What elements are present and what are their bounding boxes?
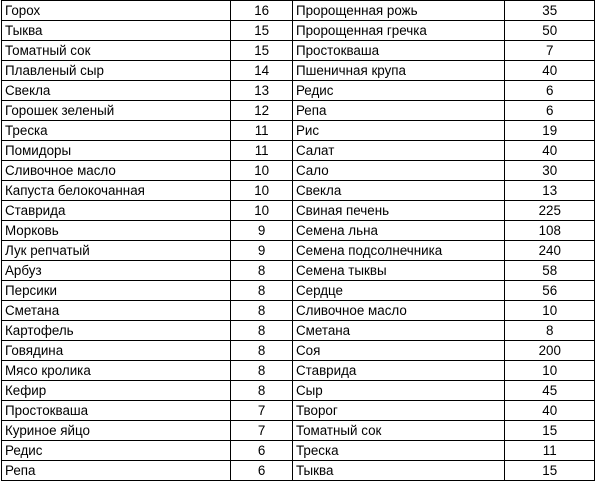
right-value-cell: 10 bbox=[505, 301, 595, 321]
left-food-name-cell: Сметана bbox=[2, 301, 231, 321]
right-food-name-cell: Творог bbox=[292, 401, 505, 421]
right-value-cell: 50 bbox=[505, 21, 595, 41]
table-row bbox=[2, 341, 595, 361]
right-food-name-cell: Свиная печень bbox=[292, 201, 505, 221]
right-food-name-cell: Простокваша bbox=[292, 41, 505, 61]
table-row bbox=[2, 201, 595, 221]
table-row bbox=[2, 321, 595, 341]
table-row bbox=[2, 441, 595, 461]
table-row bbox=[2, 461, 595, 481]
left-value-cell: 6 bbox=[231, 461, 293, 481]
left-food-name-cell: Репа bbox=[2, 461, 231, 481]
table-row bbox=[2, 141, 595, 161]
right-value-cell: 7 bbox=[505, 41, 595, 61]
left-food-name-cell: Простокваша bbox=[2, 401, 231, 421]
right-food-name-cell: Ставрида bbox=[292, 361, 505, 381]
right-food-name-cell: Сыр bbox=[292, 381, 505, 401]
left-food-name-cell: Арбуз bbox=[2, 261, 231, 281]
left-value-cell: 8 bbox=[231, 381, 293, 401]
table-row bbox=[2, 161, 595, 181]
right-food-name-cell: Треска bbox=[292, 441, 505, 461]
table-row bbox=[2, 401, 595, 421]
right-value-cell: 56 bbox=[505, 281, 595, 301]
left-value-cell: 8 bbox=[231, 301, 293, 321]
left-food-name-cell: Горох bbox=[2, 1, 231, 21]
left-value-cell: 14 bbox=[231, 61, 293, 81]
left-value-cell: 11 bbox=[231, 121, 293, 141]
left-food-name-cell: Картофель bbox=[2, 321, 231, 341]
left-food-name-cell: Ставрида bbox=[2, 201, 231, 221]
left-value-cell: 8 bbox=[231, 321, 293, 341]
left-value-cell: 8 bbox=[231, 281, 293, 301]
right-food-name-cell: Пророщенная рожь bbox=[292, 1, 505, 21]
left-food-name-cell: Персики bbox=[2, 281, 231, 301]
right-value-cell: 15 bbox=[505, 461, 595, 481]
right-value-cell: 30 bbox=[505, 161, 595, 181]
left-food-name-cell: Томатный сок bbox=[2, 41, 231, 61]
table-row bbox=[2, 1, 595, 21]
table-row bbox=[2, 41, 595, 61]
right-food-name-cell: Сметана bbox=[292, 321, 505, 341]
right-food-name-cell: Сердце bbox=[292, 281, 505, 301]
left-value-cell: 7 bbox=[231, 401, 293, 421]
right-value-cell: 13 bbox=[505, 181, 595, 201]
left-food-name-cell: Морковь bbox=[2, 221, 231, 241]
left-food-name-cell: Треска bbox=[2, 121, 231, 141]
right-value-cell: 6 bbox=[505, 81, 595, 101]
left-value-cell: 13 bbox=[231, 81, 293, 101]
right-value-cell: 40 bbox=[505, 141, 595, 161]
table-row bbox=[2, 61, 595, 81]
left-value-cell: 15 bbox=[231, 21, 293, 41]
right-value-cell: 40 bbox=[505, 401, 595, 421]
right-value-cell: 45 bbox=[505, 381, 595, 401]
right-value-cell: 10 bbox=[505, 361, 595, 381]
left-food-name-cell: Помидоры bbox=[2, 141, 231, 161]
table-row bbox=[2, 181, 595, 201]
table-row bbox=[2, 421, 595, 441]
left-food-name-cell: Кефир bbox=[2, 381, 231, 401]
table-row bbox=[2, 361, 595, 381]
left-value-cell: 10 bbox=[231, 181, 293, 201]
left-value-cell: 12 bbox=[231, 101, 293, 121]
right-food-name-cell: Репа bbox=[292, 101, 505, 121]
right-food-name-cell: Свекла bbox=[292, 181, 505, 201]
right-food-name-cell: Семена подсолнечника bbox=[292, 241, 505, 261]
left-food-name-cell: Сливочное масло bbox=[2, 161, 231, 181]
left-value-cell: 11 bbox=[231, 141, 293, 161]
left-food-name-cell: Редис bbox=[2, 441, 231, 461]
right-value-cell: 11 bbox=[505, 441, 595, 461]
left-food-name-cell: Плавленый сыр bbox=[2, 61, 231, 81]
left-food-name-cell: Горошек зеленый bbox=[2, 101, 231, 121]
right-value-cell: 40 bbox=[505, 61, 595, 81]
left-value-cell: 6 bbox=[231, 441, 293, 461]
table-row bbox=[2, 101, 595, 121]
right-value-cell: 58 bbox=[505, 261, 595, 281]
table-body bbox=[2, 1, 595, 481]
left-food-name-cell: Говядина bbox=[2, 341, 231, 361]
right-value-cell: 15 bbox=[505, 421, 595, 441]
table-row bbox=[2, 261, 595, 281]
left-food-name-cell: Капуста белокочанная bbox=[2, 181, 231, 201]
right-food-name-cell: Тыква bbox=[292, 461, 505, 481]
right-value-cell: 240 bbox=[505, 241, 595, 261]
left-value-cell: 8 bbox=[231, 261, 293, 281]
table-row bbox=[2, 221, 595, 241]
left-food-name-cell: Куриное яйцо bbox=[2, 421, 231, 441]
left-value-cell: 9 bbox=[231, 241, 293, 261]
table-row bbox=[2, 81, 595, 101]
left-food-name-cell: Мясо кролика bbox=[2, 361, 231, 381]
right-value-cell: 200 bbox=[505, 341, 595, 361]
table-row bbox=[2, 241, 595, 261]
table-row bbox=[2, 381, 595, 401]
right-value-cell: 6 bbox=[505, 101, 595, 121]
left-food-name-cell: Лук репчатый bbox=[2, 241, 231, 261]
left-value-cell: 8 bbox=[231, 341, 293, 361]
right-value-cell: 225 bbox=[505, 201, 595, 221]
right-food-name-cell: Рис bbox=[292, 121, 505, 141]
right-food-name-cell: Салат bbox=[292, 141, 505, 161]
right-value-cell: 108 bbox=[505, 221, 595, 241]
left-food-name-cell: Свекла bbox=[2, 81, 231, 101]
table-row bbox=[2, 281, 595, 301]
right-food-name-cell: Томатный сок bbox=[292, 421, 505, 441]
table-row bbox=[2, 21, 595, 41]
right-food-name-cell: Семена льна bbox=[292, 221, 505, 241]
right-food-name-cell: Сало bbox=[292, 161, 505, 181]
right-value-cell: 35 bbox=[505, 1, 595, 21]
right-value-cell: 19 bbox=[505, 121, 595, 141]
right-food-name-cell: Соя bbox=[292, 341, 505, 361]
table-row bbox=[2, 301, 595, 321]
right-food-name-cell: Семена тыквы bbox=[292, 261, 505, 281]
right-value-cell: 8 bbox=[505, 321, 595, 341]
left-value-cell: 10 bbox=[231, 161, 293, 181]
left-value-cell: 10 bbox=[231, 201, 293, 221]
food-values-table bbox=[1, 0, 595, 481]
left-value-cell: 8 bbox=[231, 361, 293, 381]
right-food-name-cell: Пророщенная гречка bbox=[292, 21, 505, 41]
right-food-name-cell: Сливочное масло bbox=[292, 301, 505, 321]
right-food-name-cell: Редис bbox=[292, 81, 505, 101]
left-value-cell: 15 bbox=[231, 41, 293, 61]
left-value-cell: 16 bbox=[231, 1, 293, 21]
table-row bbox=[2, 121, 595, 141]
left-value-cell: 7 bbox=[231, 421, 293, 441]
left-food-name-cell: Тыква bbox=[2, 21, 231, 41]
right-food-name-cell: Пшеничная крупа bbox=[292, 61, 505, 81]
left-value-cell: 9 bbox=[231, 221, 293, 241]
